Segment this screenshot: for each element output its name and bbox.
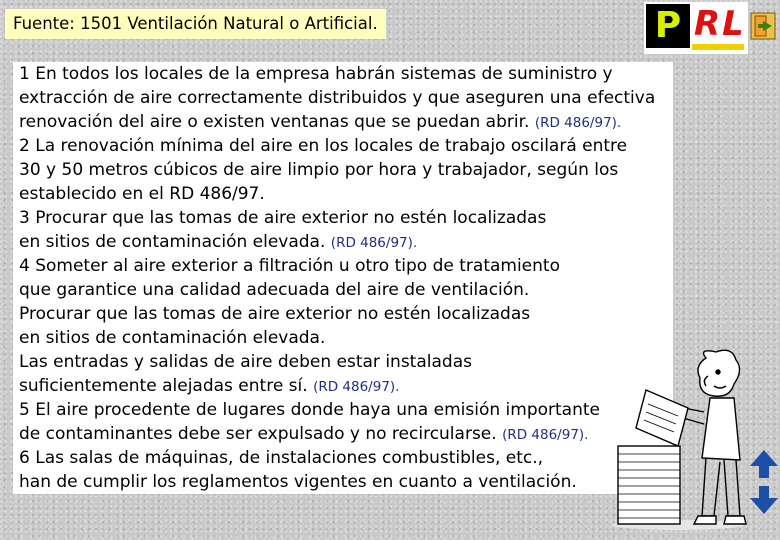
logo-letter-p: P	[646, 4, 690, 48]
line-text: 3 Procurar que las tomas de aire exterior no estén localizadas	[19, 208, 547, 228]
content-line	[19, 446, 679, 470]
line-text: han de cumplir los reglamentos vigentes en cuanto a ventilación.	[19, 472, 577, 492]
line-text: en sitios de contaminación elevada.	[19, 232, 331, 252]
content-line	[19, 110, 679, 134]
line-text: 5 El aire procedente de lugares donde haya una emisión importante	[19, 400, 600, 420]
content-line	[19, 206, 679, 230]
line-text: de contaminantes debe ser expulsado y no recircularse.	[19, 424, 503, 444]
content-line	[19, 374, 679, 398]
line-text: 30 y 50 metros cúbicos de aire limpio por hora y trabajador, según los	[19, 160, 619, 180]
up-down-arrows-icon[interactable]	[748, 448, 780, 516]
content-line	[19, 158, 679, 182]
logo-underline	[692, 44, 744, 50]
content-line	[19, 134, 679, 158]
legal-reference: (RD 486/97).	[502, 427, 589, 443]
content-line	[19, 422, 679, 446]
content-line	[19, 62, 679, 86]
legal-reference: (RD 486/97).	[534, 115, 622, 131]
line-text: renovación del aire o existen ventanas que se puedan abrir.	[19, 112, 535, 132]
content-line	[19, 470, 679, 494]
person-reading-papers-icon	[606, 346, 750, 532]
content-line	[19, 302, 679, 326]
line-text: suficientemente alejadas entre sí.	[19, 376, 314, 396]
line-text: 6 Las salas de máquinas, de instalaciones combustibles, etc.,	[19, 448, 544, 468]
line-text: 4 Someter al aire exterior a filtración u otro tipo de tratamiento	[19, 256, 560, 276]
line-text: Procurar que las tomas de aire exterior no estén localizadas	[19, 304, 531, 324]
line-text: 2 La renovación mínima del aire en los locales de trabajo oscilará entre	[19, 136, 628, 156]
content-line	[19, 182, 679, 206]
source-label: Fuente: 1501 Ventilación Natural o Artificial.	[5, 9, 386, 39]
legal-reference: (RD 486/97).	[330, 235, 418, 251]
line-text: que garantice una calidad adecuada del aire de ventilación.	[19, 280, 530, 300]
content-line	[19, 278, 679, 302]
line-text: 1 En todos los locales de la empresa habrán sistemas de suministro y	[19, 64, 613, 84]
content-line	[19, 86, 679, 110]
legal-reference: (RD 486/97).	[313, 379, 400, 395]
line-text: Las entradas y salidas de aire deben estar instaladas	[19, 352, 472, 372]
content-line	[19, 398, 679, 422]
content-line	[19, 230, 679, 254]
line-text: en sitios de contaminación elevada.	[19, 328, 326, 348]
line-text: extracción de aire correctamente distribuidos y que aseguren una efectiva	[19, 88, 656, 108]
content-line	[19, 254, 679, 278]
line-text: establecido en el RD 486/97.	[19, 184, 265, 204]
exit-door-icon[interactable]	[750, 12, 776, 40]
content-line	[19, 326, 679, 350]
prl-logo	[644, 2, 748, 54]
logo-letters-rl: RL	[694, 4, 746, 44]
ventilation-text	[19, 62, 679, 494]
content-line	[19, 350, 679, 374]
